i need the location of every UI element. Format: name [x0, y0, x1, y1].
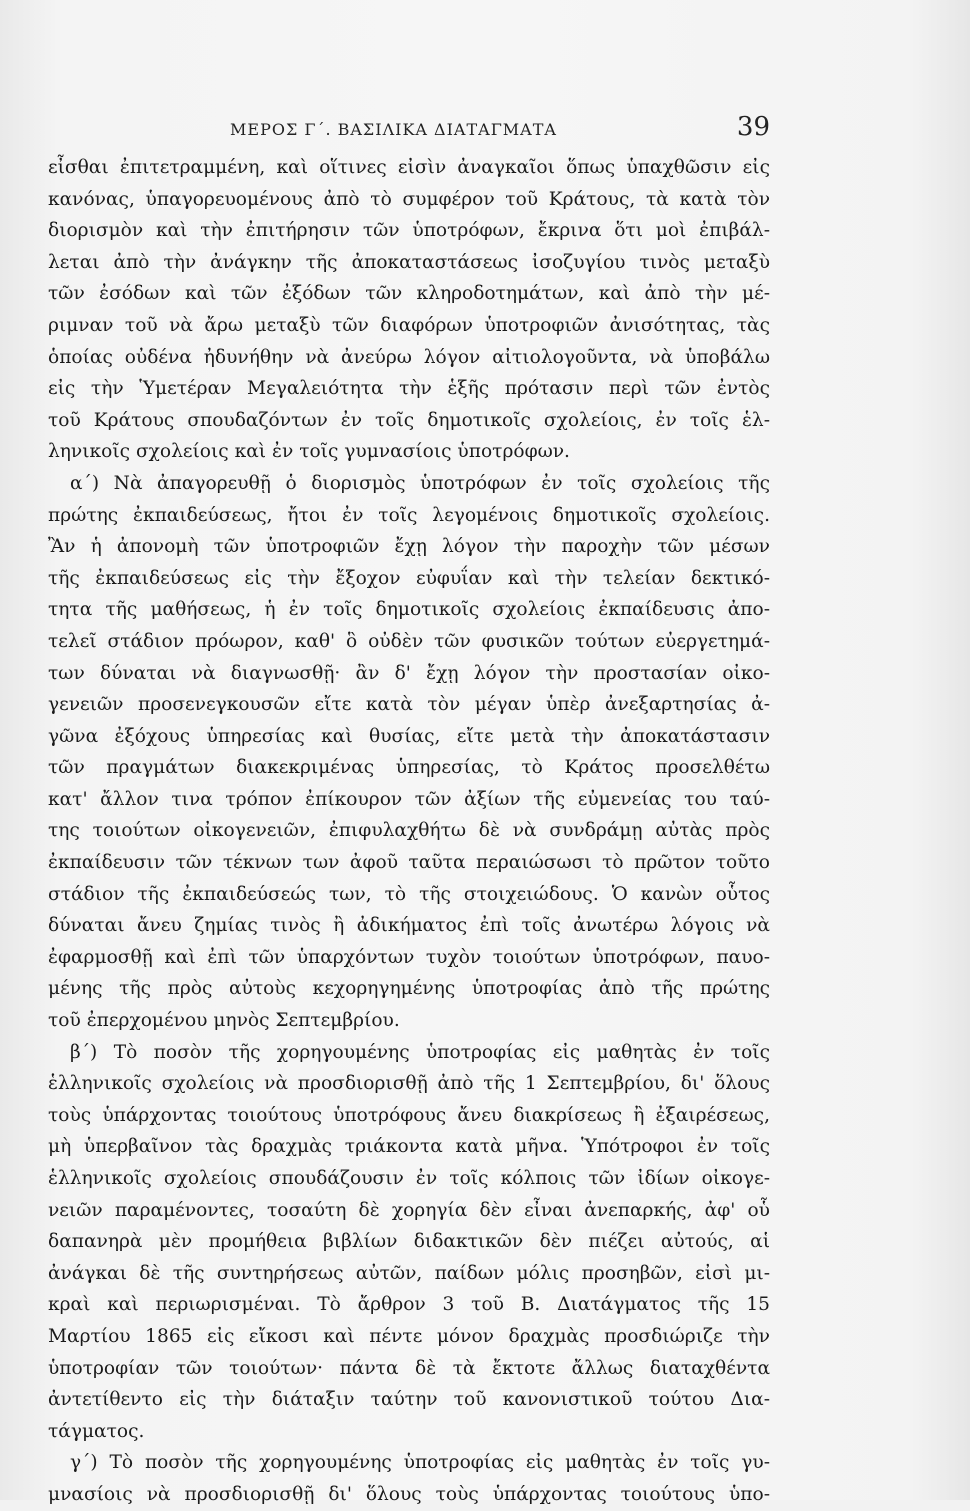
text-line: λεται ἀπὸ τὴν ἀνάγκην τῆς ἀποκαταστάσεως ἰσοζυγίου τινὸς μεταξὺ	[48, 251, 770, 273]
text-line: μὴ ὑπερβαῖνον τὰς δραχμὰς τριάκοντα κατὰ μῆνα. Ὑπότροφοι ἐν τοῖς	[48, 1136, 770, 1158]
text-line: τοῦ ἐπερχομένου μηνὸς Σεπτεμβρίου.	[48, 1010, 400, 1032]
text-line: εἰς τὴν Ὑμετέραν Μεγαλειότητα τὴν ἑξῆς πρότασιν περὶ τῶν ἐντὸς	[48, 378, 770, 400]
text-line: τῶν ἐσόδων καὶ τῶν ἐξόδων τῶν κληροδοτημάτων, καὶ ἀπὸ τὴν μέ-	[48, 283, 770, 305]
text-line: ἐκπαίδευσιν τῶν τέκνων των ἀφοῦ ταῦτα περαιώσωσι τὸ πρῶτον τοῦτο	[48, 852, 770, 874]
text-line: κραὶ καὶ περιωρισμέναι. Τὸ ἄρθρον 3 τοῦ Β. Διατάγματος τῆς 15	[48, 1294, 770, 1316]
text-line: τάγματος.	[48, 1420, 145, 1442]
text-line: ἀντετίθεντο εἰς τὴν διάταξιν ταύτην τοῦ κανονιστικοῦ τούτου Δια-	[48, 1389, 770, 1411]
text-line: ὁποίας οὐδένα ἠδυνήθην νὰ ἀνεύρω λόγον αἰτιολογοῦντα, νὰ ὑποβάλω	[48, 346, 770, 368]
text-line: β΄) Τὸ ποσὸν τῆς χορηγουμένης ὑποτροφίας εἰς μαθητὰς ἐν τοῖς	[70, 1041, 770, 1063]
text-line: τητα τῆς μαθήσεως, ἡ ἐν τοῖς δημοτικοῖς σχολείοις ἐκπαίδευσις ἀπο-	[48, 599, 770, 621]
text-line: ἀνάγκαι δὲ τῆς συντηρήσεως αὐτῶν, παίδων μόλις προσηβῶν, εἰσὶ μι-	[48, 1262, 770, 1284]
text-line: Μαρτίου 1865 εἰς εἴκοσι καὶ πέντε μόνον δραχμὰς προσδιώριζε τὴν	[48, 1325, 770, 1347]
body-text	[48, 152, 770, 1511]
text-line: νειῶν παραμένοντες, τοσαύτη δὲ χορηγία δὲν εἶναι ἀνεπαρκής, ἀφ' οὗ	[48, 1199, 770, 1221]
text-line: τελεῖ στάδιον πρόωρον, καθ' ὃ οὐδὲν τῶν φυσικῶν τούτων εὐεργετημά-	[48, 630, 770, 652]
text-line: διορισμὸν καὶ τὴν ἐπιτήρησιν τῶν ὑποτρόφων, ἔκρινα ὅτι μοὶ ἐπιβάλ-	[48, 220, 770, 242]
text-line: τῶν πραγμάτων διακεκριμένας ὑπηρεσίας, τὸ Κράτος προσελθέτω	[48, 757, 770, 779]
text-line: τοὺς ὑπάρχοντας τοιούτους ὑποτρόφους ἄνευ διακρίσεως ἢ ἐξαιρέσεως,	[48, 1104, 770, 1126]
running-head	[50, 112, 770, 152]
running-title: ΜΕΡΟΣ Γ΄. ΒΑΣΙΛΙΚΑ ΔΙΑΤΑΓΜΑΤΑ	[230, 120, 557, 139]
text-line: τοῦ Κράτους σπουδαζόντων ἐν τοῖς δημοτικοῖς σχολείοις, ἐν τοῖς ἑλ-	[48, 409, 770, 431]
text-line: ὑποτροφίαν τῶν τοιούτων· πάντα δὲ τὰ ἔκτοτε ἄλλως διαταχθέντα	[48, 1357, 770, 1379]
text-line: τῆς ἐκπαιδεύσεως εἰς τὴν ἔξοχον εὐφυΐαν καὶ τὴν τελείαν δεκτικό-	[48, 567, 770, 589]
text-line: της τοιούτων οἰκογενειῶν, ἐπιφυλαχθήτω δὲ νὰ συνδράμῃ αὐτὰς πρὸς	[48, 820, 770, 842]
text-line: α΄) Νὰ ἀπαγορευθῇ ὁ διορισμὸς ὑποτρόφων ἐν τοῖς σχολείοις τῆς	[70, 472, 770, 494]
text-line: ἑλληνικοῖς σχολείοις νὰ προσδιορισθῇ ἀπὸ τῆς 1 Σεπτεμβρίου, δι' ὅλους	[48, 1073, 770, 1095]
text-line: γενειῶν προσενεγκουσῶν εἴτε κατὰ τὸν μέγαν ὑπὲρ ἀνεξαρτησίας ἀ-	[48, 694, 770, 716]
page-number: 39	[736, 112, 770, 142]
text-line: στάδιον τῆς ἐκπαιδεύσεώς των, τὸ τῆς στοιχειώδους. Ὁ κανὼν οὗτος	[48, 883, 770, 905]
text-line: ριμναν τοῦ νὰ ἄρω μεταξὺ τῶν διαφόρων ὑποτροφιῶν ἀνισότητας, τὰς	[48, 314, 770, 336]
text-line: γῶνα ἐξόχους ὑπηρεσίας καὶ θυσίας, εἴτε μετὰ τὴν ἀποκατάστασιν	[48, 725, 770, 747]
text-line: δαπανηρὰ μὲν προμήθεια βιβλίων διδακτικῶν δὲν πιέζει αὐτούς, αἱ	[48, 1231, 770, 1253]
text-line: πρώτης ἐκπαιδεύσεως, ἤτοι ἐν τοῖς λεγομένοις δημοτικοῖς σχολείοις.	[48, 504, 770, 526]
text-line: μένης τῆς πρὸς αὐτοὺς κεχορηγημένης ὑποτροφίας ἀπὸ τῆς πρώτης	[48, 978, 770, 1000]
text-line: ἐφαρμοσθῇ καὶ ἐπὶ τῶν ὑπαρχόντων τυχὸν τοιούτων ὑποτρόφων, παυο-	[48, 946, 770, 968]
text-line: κατ' ἄλλον τινα τρόπον ἐπίκουρον τῶν ἀξίων τῆς εὐμενείας του ταύ-	[48, 788, 770, 810]
text-line: δύναται ἄνευ ζημίας τινὸς ἢ ἀδικήματος ἐπὶ τοῖς ἀνωτέρω λόγοις νὰ	[48, 915, 770, 937]
text-line: κανόνας, ὑπαγορευομένους ἀπὸ τὸ συμφέρον τοῦ Κράτους, τὰ κατὰ τὸν	[48, 188, 770, 210]
text-line: εἶσθαι ἐπιτετραμμένη, καὶ οἵτινες εἰσὶν ἀναγκαῖοι ὅπως ὑπαχθῶσιν εἰς	[48, 157, 770, 178]
text-line: γ΄) Τὸ ποσὸν τῆς χορηγουμένης ὑποτροφίας εἰς μαθητὰς ἐν τοῖς γυ-	[70, 1452, 770, 1474]
text-line: Ἂν ἡ ἀπονομὴ τῶν ὑποτροφιῶν ἔχῃ λόγον τὴν παροχὴν τῶν μέσων	[48, 536, 770, 558]
text-line: ἑλληνικοῖς σχολείοις σπουδάζουσιν ἐν τοῖς κόλποις τῶν ἰδίων οἰκογε-	[48, 1168, 770, 1189]
text-line: των δύναται νὰ διαγνωσθῇ· ἂν δ' ἔχῃ λόγον τὴν προστασίαν οἰκο-	[48, 662, 770, 684]
text-line: ληνικοῖς σχολείοις καὶ ἐν τοῖς γυμνασίοις ὑποτρόφων.	[48, 441, 570, 463]
text-line: μνασίοις νὰ προσδιορισθῇ δι' ὅλους τοὺς ὑπάρχοντας τοιούτους ὑπο-	[48, 1483, 770, 1505]
